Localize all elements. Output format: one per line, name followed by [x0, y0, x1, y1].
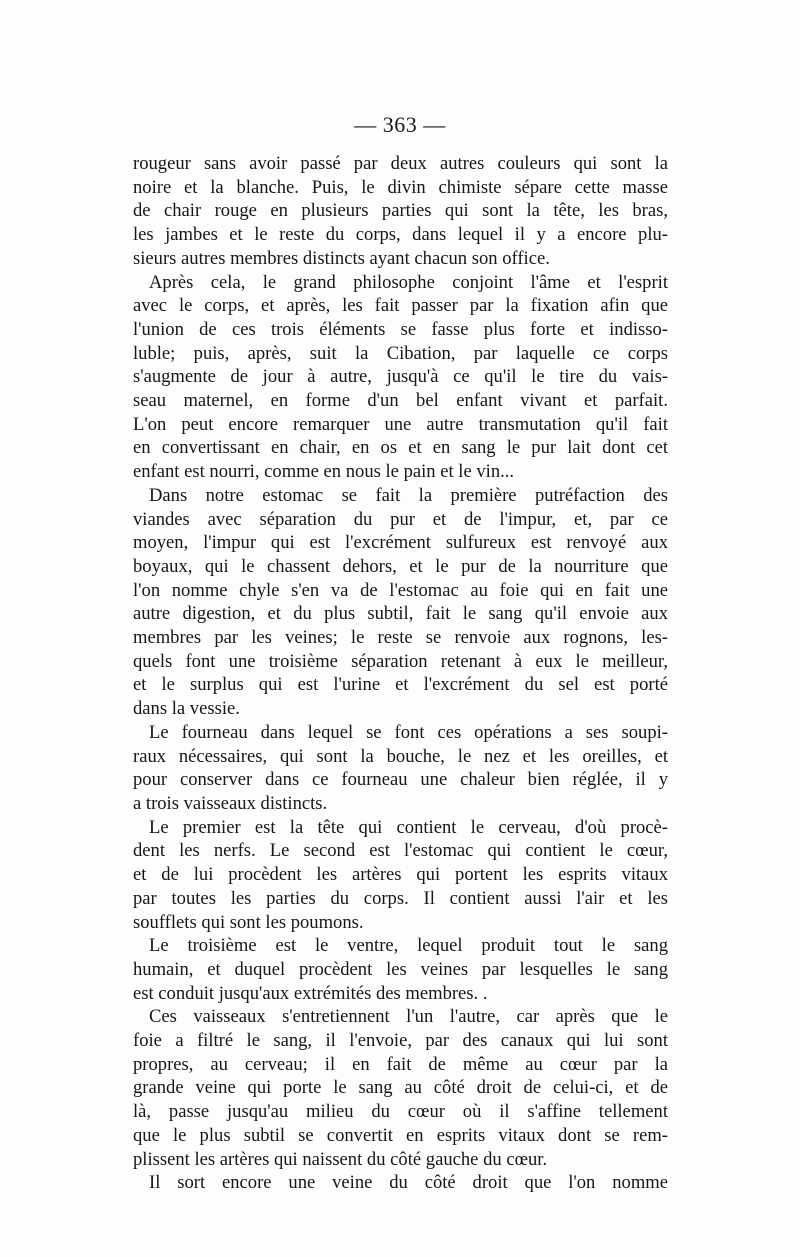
- text-line: Le troisième est le ventre, lequel produit tout le sang: [149, 935, 668, 957]
- text-line: membres par les veines; le reste se renvoie aux rognons, les-: [133, 627, 668, 649]
- text-line: les jambes et le reste du corps, dans lequel il y a encore plu-: [133, 224, 668, 246]
- text-line: rougeur sans avoir passé par deux autres couleurs qui sont la: [133, 153, 668, 174]
- text-line: l'union de ces trois éléments se fasse plus forte et indisso-: [133, 318, 668, 340]
- text-line: dent les nerfs. Le second est l'estomac qui contient le cœur,: [133, 840, 668, 862]
- text-line: autre digestion, et du plus subtil, fait le sang qu'il envoie aux: [133, 603, 668, 625]
- text-line: Le fourneau dans lequel se font ces opérations a ses soupi-: [149, 721, 668, 743]
- text-line: par toutes les parties du corps. Il contient aussi l'air et les: [133, 887, 668, 909]
- body-text: [133, 152, 668, 1195]
- text-line: seau maternel, en forme d'un bel enfant vivant et parfait.: [133, 390, 668, 412]
- text-line: viandes avec séparation du pur et de l'impur, et, par ce: [133, 508, 668, 530]
- text-line: Dans notre estomac se fait la première putréfaction des: [149, 484, 668, 506]
- text-line: que le plus subtil se convertit en esprits vitaux dont se rem-: [133, 1124, 668, 1146]
- text-line: Ces vaisseaux s'entretiennent l'un l'autre, car après que le: [149, 1006, 668, 1028]
- text-line: en convertissant en chair, en os et en sang le pur lait dont cet: [133, 437, 668, 459]
- text-line: Il sort encore une veine du côté droit que l'on nomme: [149, 1172, 668, 1194]
- text-line: et de lui procèdent les artères qui portent les esprits vitaux: [133, 864, 668, 886]
- text-line: moyen, l'impur qui est l'excrément sulfureux est renvoyé aux: [133, 532, 668, 554]
- text-line: enfant est nourri, comme en nous le pain et le vin...: [133, 461, 515, 483]
- text-line: plissent les artères qui naissent du côté gauche du cœur.: [133, 1148, 548, 1170]
- text-line: boyaux, qui le chassent dehors, et le pur de la nourriture que: [133, 555, 668, 577]
- text-line: est conduit jusqu'aux extrémités des membres. .: [133, 982, 488, 1004]
- text-line: avec le corps, et après, les fait passer par la fixation afin que: [133, 295, 668, 317]
- text-line: s'augmente de jour à autre, jusqu'à ce qu'il le tire du vais-: [133, 366, 668, 388]
- text-line: noire et la blanche. Puis, le divin chimiste sépare cette masse: [133, 176, 668, 198]
- page-number: — 363 —: [354, 112, 446, 137]
- text-line: sieurs autres membres distincts ayant chacun son office.: [133, 247, 550, 269]
- text-line: grande veine qui porte le sang au côté droit de celui-ci, et de: [133, 1077, 668, 1099]
- text-line: raux nécessaires, qui sont la bouche, le nez et les oreilles, et: [133, 745, 668, 767]
- text-line: luble; puis, après, suit la Cibation, par laquelle ce corps: [133, 342, 668, 364]
- text-line: soufflets qui sont les poumons.: [133, 911, 364, 933]
- text-line: Après cela, le grand philosophe conjoint l'âme et l'esprit: [149, 271, 668, 293]
- text-line: là, passe jusqu'au milieu du cœur où il s'affine tellement: [133, 1101, 668, 1123]
- text-line: humain, et duquel procèdent les veines par lesquelles le sang: [133, 958, 668, 980]
- text-line: L'on peut encore remarquer une autre transmutation qu'il fait: [133, 413, 668, 435]
- text-line: propres, au cerveau; il en fait de même au cœur par la: [133, 1053, 668, 1075]
- text-line: foie a filtré le sang, il l'envoie, par des canaux qui lui sont: [133, 1030, 668, 1052]
- text-line: dans la vessie.: [133, 698, 240, 720]
- text-line: l'on nomme chyle s'en va de l'estomac au foie qui en fait une: [133, 579, 668, 601]
- text-line: pour conserver dans ce fourneau une chaleur bien réglée, il y: [133, 769, 668, 791]
- text-line: de chair rouge en plusieurs parties qui sont la tête, les bras,: [133, 200, 668, 222]
- text-line: a trois vaisseaux distincts.: [133, 792, 328, 814]
- text-line: Le premier est la tête qui contient le cerveau, d'où procè-: [149, 816, 668, 838]
- text-line: quels font une troisième séparation retenant à eux le meilleur,: [133, 650, 668, 672]
- text-line: et le surplus qui est l'urine et l'excrément du sel est porté: [133, 674, 668, 696]
